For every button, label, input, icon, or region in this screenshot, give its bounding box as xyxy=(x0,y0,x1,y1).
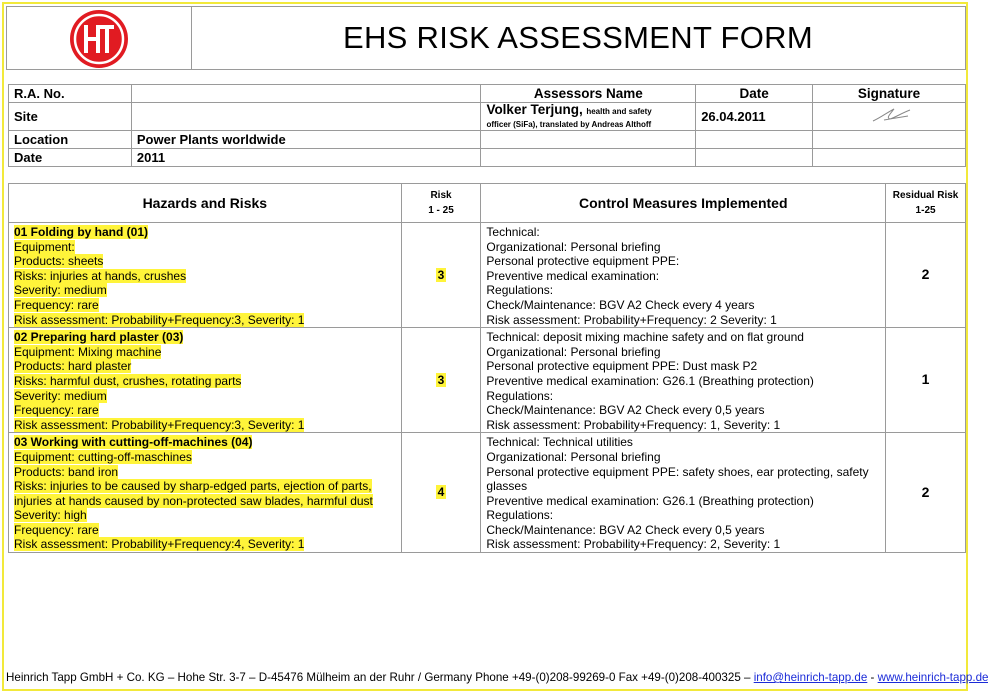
hazard-row xyxy=(9,223,966,328)
controls-header: Control Measures Implemented xyxy=(481,184,886,223)
hazard-title: 02 Preparing hard plaster (03) xyxy=(14,330,184,345)
location-value: Power Plants worldwide xyxy=(131,131,481,149)
controls-cell xyxy=(481,223,886,328)
hazard-equipment: Equipment: cutting-off-maschines xyxy=(14,449,192,464)
hazard-products: Products: sheets xyxy=(14,254,104,269)
residual-header-line-2: 1-25 xyxy=(915,205,936,216)
risk-cell xyxy=(401,328,481,433)
hazard-products: Products: band iron xyxy=(14,464,119,479)
controls-cell xyxy=(481,433,886,553)
risk-header-line-2: 1 - 25 xyxy=(428,205,454,216)
risk-header xyxy=(401,184,481,223)
control-line: Preventive medical examination: G26.1 (Breathing protection) xyxy=(486,373,814,388)
location-label: Location xyxy=(9,131,132,149)
control-line: Regulations: xyxy=(486,508,554,523)
hazard-severity: Severity: high xyxy=(14,508,87,523)
footer-address: Heinrich Tapp GmbH + Co. KG – Hohe Str. 3-7 – D-45476 Mülheim an der Ruhr / Germany Phone +49-(0)208-99269-0 Fax +49-(0)208-400325 – xyxy=(6,671,751,684)
residual-value: 1 xyxy=(921,371,930,388)
risk-header-line-1: Risk xyxy=(430,190,452,201)
control-line: Personal protective equipment PPE: xyxy=(486,254,680,269)
residual-value: 2 xyxy=(921,266,930,283)
hazard-assessment: Risk assessment: Probability+Frequency:3, Severity: 1 xyxy=(14,417,305,432)
assessor-role-1: health and safety xyxy=(586,107,652,116)
site-value[interactable] xyxy=(131,103,481,131)
assessor-name: Volker Terjung, xyxy=(486,102,583,117)
residual-header-line-1: Residual Risk xyxy=(892,190,959,201)
risk-cell xyxy=(401,433,481,553)
hazard-severity: Severity: medium xyxy=(14,388,107,403)
control-line: Risk assessment: Probability+Frequency: 2 Severity: 1 xyxy=(486,312,777,327)
control-line: Check/Maintenance: BGV A2 Check every 0,5 years xyxy=(486,403,765,418)
control-line: Check/Maintenance: BGV A2 Check every 0,5 years xyxy=(486,522,765,537)
controls-cell xyxy=(481,328,886,433)
footer-separator: - xyxy=(870,671,875,684)
hazard-products: Products: hard plaster xyxy=(14,359,132,374)
control-line: Personal protective equipment PPE: Dust mask P2 xyxy=(486,359,758,374)
hazard-assessment: Risk assessment: Probability+Frequency:3, Severity: 1 xyxy=(14,312,305,327)
control-line: Preventive medical examination: G26.1 (Breathing protection) xyxy=(486,493,814,508)
control-line: Organizational: Personal briefing xyxy=(486,344,661,359)
control-line: Organizational: Personal briefing xyxy=(486,239,661,254)
form-title: EHS RISK ASSESSMENT FORM xyxy=(342,20,813,55)
assessor-role-2: officer (SiFa), translated by Andreas Althoff xyxy=(486,120,652,129)
assessors-name-label: Assessors Name xyxy=(481,85,696,103)
hazard-frequency: Frequency: rare xyxy=(14,403,99,418)
hazard-row xyxy=(9,328,966,433)
hazards-table xyxy=(8,183,966,553)
risk-value: 4 xyxy=(437,485,445,500)
hazards-header: Hazards and Risks xyxy=(9,184,402,223)
hazard-assessment: Risk assessment: Probability+Frequency:4, Severity: 1 xyxy=(14,537,305,552)
control-line: Preventive medical examination: xyxy=(486,268,660,283)
hazard-cell xyxy=(9,223,402,328)
residual-cell xyxy=(886,223,966,328)
residual-header xyxy=(886,184,966,223)
form-header xyxy=(6,6,966,70)
hazard-cell xyxy=(9,328,402,433)
assessment-date-label: Date xyxy=(696,85,813,103)
control-line: Regulations: xyxy=(486,283,554,298)
control-line: Risk assessment: Probability+Frequency: 2, Severity: 1 xyxy=(486,537,781,552)
footer-email-link[interactable]: info@heinrich-tapp.de xyxy=(753,671,868,684)
heinrich-tapp-logo xyxy=(69,9,129,69)
signature-image xyxy=(870,106,914,124)
hazard-cell xyxy=(9,433,402,553)
assessor-cell xyxy=(481,103,696,131)
signature-cell xyxy=(813,103,966,131)
control-line: Risk assessment: Probability+Frequency: 1, Severity: 1 xyxy=(486,417,781,432)
control-line: Personal protective equipment PPE: safety shoes, ear protecting, safety glasses xyxy=(486,464,869,494)
site-label: Site xyxy=(9,103,132,131)
signature-label: Signature xyxy=(813,85,966,103)
ra-no-value[interactable] xyxy=(131,85,481,103)
logo-cell xyxy=(7,7,192,69)
control-line: Technical: Technical utilities xyxy=(486,435,633,450)
control-line: Technical: deposit mixing machine safety and on flat ground xyxy=(486,330,804,345)
risk-value: 3 xyxy=(437,267,445,282)
hazard-title: 03 Working with cutting-off-machines (04) xyxy=(14,435,253,450)
risk-value: 3 xyxy=(437,372,445,387)
hazard-title: 01 Folding by hand (01) xyxy=(14,225,149,239)
hazard-risks: Risks: injuries to be caused by sharp-edged parts, ejection of parts, injuries at hands caused by non-protected saw blades, harmful dust xyxy=(14,479,373,508)
control-line: Regulations: xyxy=(486,388,554,403)
residual-cell xyxy=(886,328,966,433)
control-line: Technical: xyxy=(486,225,540,239)
footer-website-link[interactable]: www.heinrich-tapp.de xyxy=(877,671,988,684)
ra-no-label: R.A. No. xyxy=(9,85,132,103)
hazard-equipment: Equipment: xyxy=(14,239,75,254)
hazard-frequency: Frequency: rare xyxy=(14,522,99,537)
control-line: Check/Maintenance: BGV A2 Check every 4 years xyxy=(486,297,755,312)
residual-value: 2 xyxy=(921,483,930,500)
risk-cell xyxy=(401,223,481,328)
hazard-risks: Risks: injuries at hands, crushes xyxy=(14,268,187,283)
assessment-date-value: 26.04.2011 xyxy=(696,103,813,131)
hazard-risks: Risks: harmful dust, crushes, rotating parts xyxy=(14,373,242,388)
info-table xyxy=(8,84,966,167)
date-value: 2011 xyxy=(131,149,481,167)
residual-cell xyxy=(886,433,966,553)
footer xyxy=(6,671,988,684)
hazard-frequency: Frequency: rare xyxy=(14,297,99,312)
hazard-severity: Severity: medium xyxy=(14,283,107,298)
hazard-equipment: Equipment: Mixing machine xyxy=(14,344,162,359)
hazard-row xyxy=(9,433,966,553)
date-label: Date xyxy=(9,149,132,167)
control-line: Organizational: Personal briefing xyxy=(486,449,661,464)
